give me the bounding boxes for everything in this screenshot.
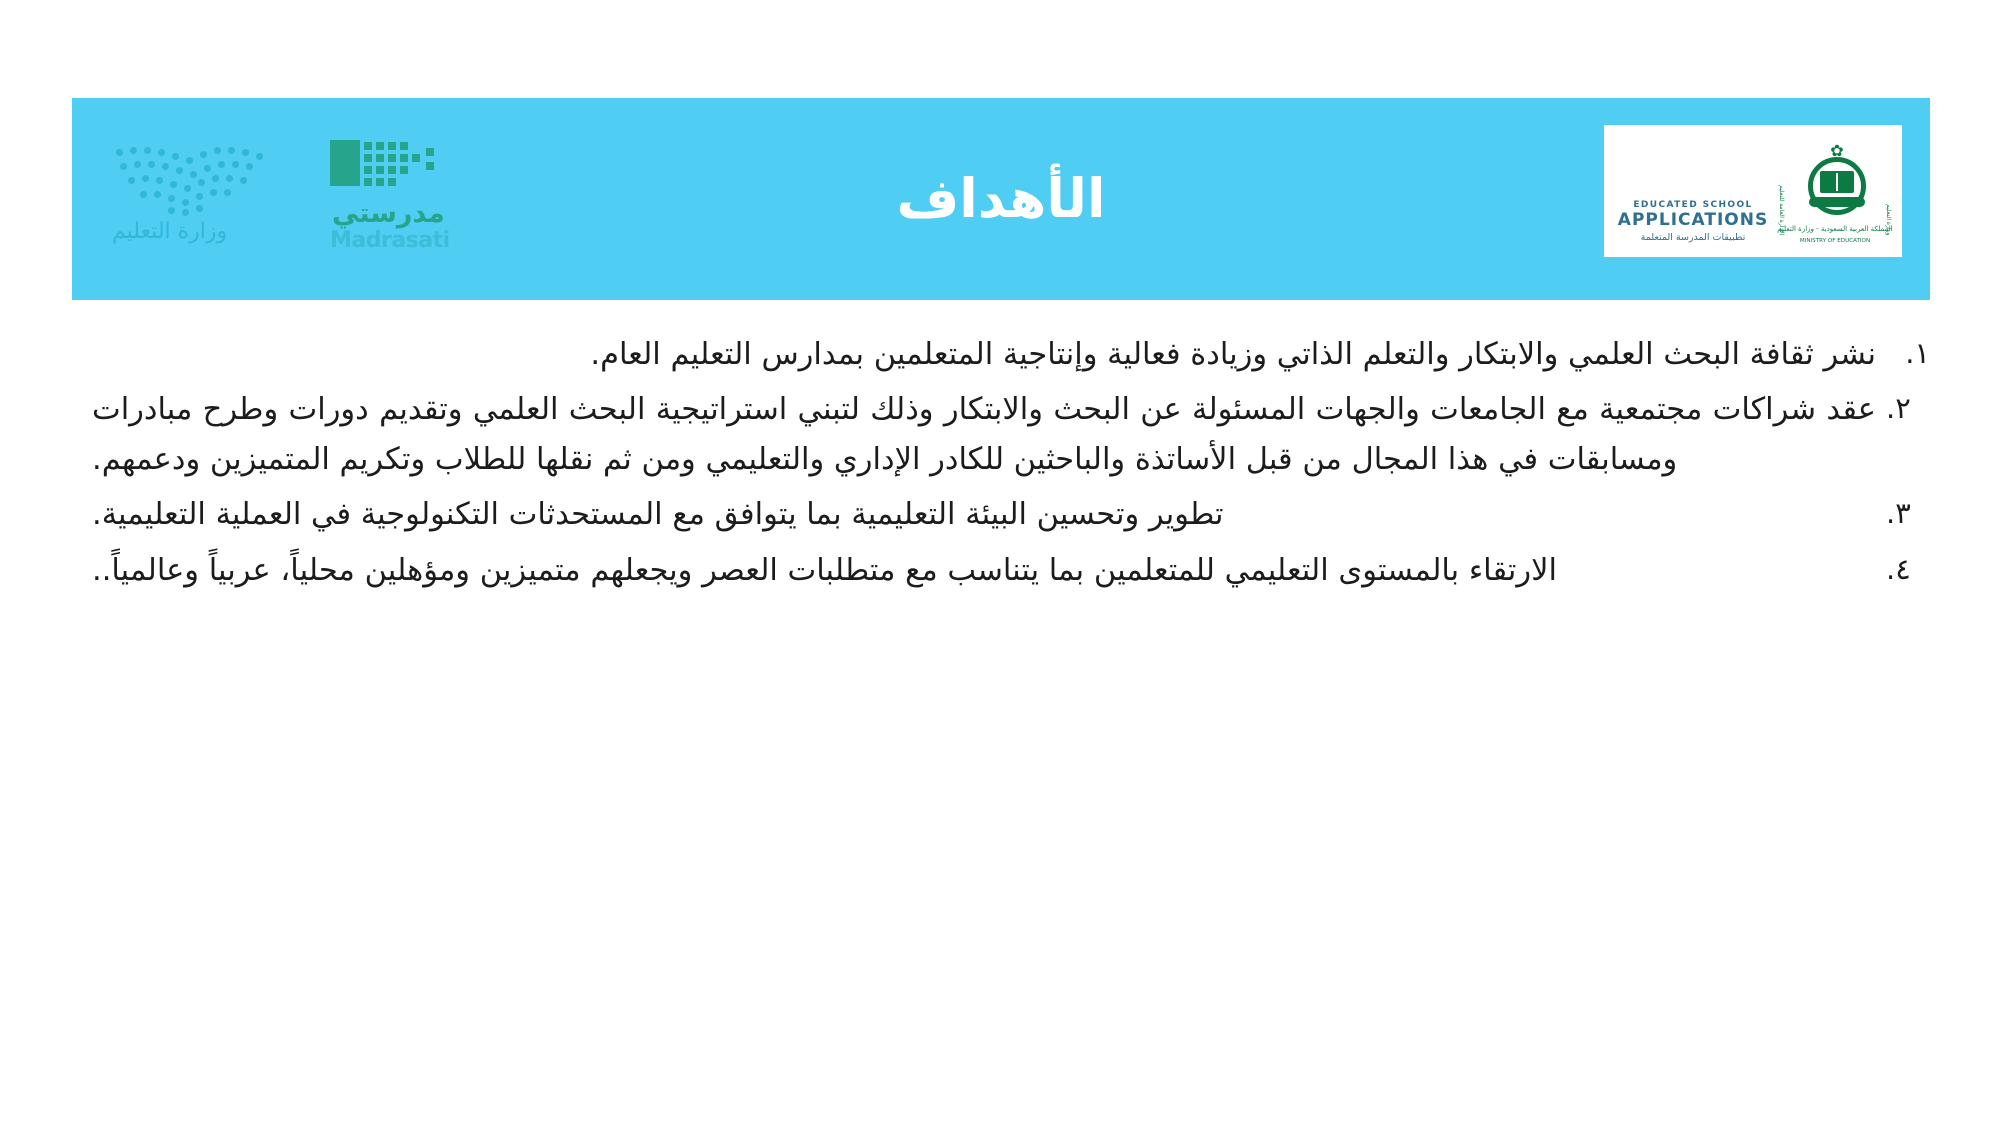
swords-icon (1809, 197, 1865, 207)
esa-latin-line1: EDUCATED SCHOOL (1633, 200, 1753, 210)
ministry-arabic-wordmark: وزارة التعليم (112, 219, 228, 244)
goals-list (92, 330, 1932, 595)
globe-icon (1657, 134, 1729, 200)
slide-body (92, 330, 1932, 601)
page-title: الأهداف (896, 167, 1106, 230)
list-item (92, 546, 1911, 595)
band-left-logos (110, 140, 460, 255)
madrasati-latin-wordmark: Madrasati (330, 228, 450, 253)
list-item (92, 385, 1911, 484)
list-item-text: الارتقاء بالمستوى التعليمي للمتعلمين بما يتناسب مع متطلبات العصر ويجعلهم متميزين ومؤهلين محلياً، عربياً وعالمياً.. (92, 552, 1557, 588)
ministry-of-education-logo (110, 143, 270, 255)
esa-arabic-text: تطبيقات المدرسة المتعلمة (1640, 232, 1746, 243)
madrasati-arabic-wordmark: مدرستي (332, 198, 445, 229)
madrasati-logo (330, 140, 460, 255)
madrasati-pixel-mark (330, 140, 448, 202)
list-item-text: عقد شراكات مجتمعية مع الجامعات والجهات المسئولة عن البحث والابتكار وذلك لتبني استراتيجية البحث العلمي وتقديم دورات وطرح مبادرات ومسابقات في هذا المجال من قبل الأساتذة والباحثين للكادر الإداري والتعليمي ومن ثم نقلها للطلاب وتكريم المتميزين ودعمهم. (92, 392, 1876, 477)
ministry-crest-logo (1776, 135, 1894, 247)
partner-logo-box (1604, 125, 1902, 257)
book-icon (1820, 171, 1854, 193)
palm-icon: ✿ (1830, 141, 1844, 160)
crest-side-text-left: الإدارة العامة للتعليم (1778, 184, 1785, 235)
list-item-marker: ٤. (1886, 551, 1911, 586)
list-item-marker: ٢. (1886, 391, 1911, 426)
list-item (92, 330, 1930, 379)
list-item-text: تطوير وتحسين البيئة التعليمية بما يتوافق مع المستحدثات التكنولوجية في العملية التعليمية. (92, 497, 1224, 533)
list-item-marker: ٣. (1886, 496, 1911, 531)
crest-side-text-right: وزارة التعليم (1885, 203, 1892, 235)
list-item (92, 490, 1911, 539)
ministry-dotted-mark (110, 143, 270, 215)
list-item-marker: ١. (1905, 336, 1930, 370)
educated-school-applications-logo (1612, 132, 1774, 250)
crest-arabic-text: المملكة العربية السعودية - وزارة التعليم (1777, 225, 1893, 233)
list-item-text: نشر ثقافة البحث العلمي والابتكار والتعلم الذاتي وزيادة فعالية وإنتاجية المتعلمين بمدارس التعليم العام. (590, 337, 1876, 372)
crest-latin-text: MINISTRY OF EDUCATION (1799, 238, 1871, 244)
esa-latin-line2: APPLICATIONS (1617, 210, 1769, 230)
